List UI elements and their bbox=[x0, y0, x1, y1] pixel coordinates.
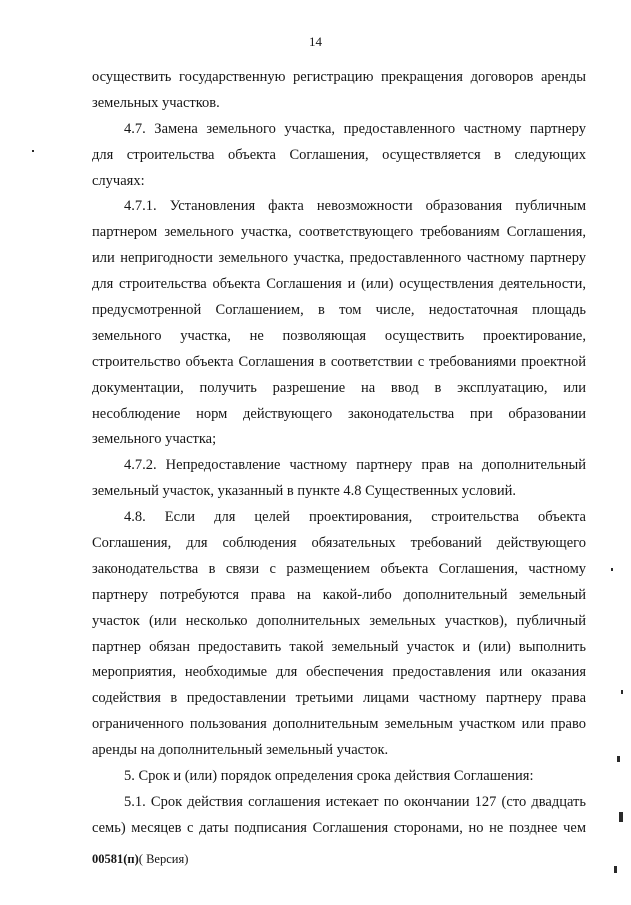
text-line: законодательства в связи с размещением объекта Соглашения, частному bbox=[92, 560, 586, 577]
text-line: предусмотренной Соглашением, в том числе, недостаточная площадь bbox=[92, 302, 586, 319]
text-line: партнеру потребуются права на какой-либо дополнительный земельный bbox=[92, 586, 586, 603]
text-line: случаях: bbox=[92, 172, 145, 189]
text-line: 4.7.1. Установления факта невозможности образования публичным bbox=[124, 198, 586, 215]
scan-speck bbox=[621, 690, 623, 694]
text-line: семь) месяцев с даты подписания Соглашения сторонами, но не позднее чем bbox=[92, 819, 586, 836]
scan-speck bbox=[614, 866, 617, 873]
text-line: земельный участок, указанный в пункте 4.8 Существенных условий. bbox=[92, 483, 516, 500]
text-line: ограниченного пользования дополнительным земельным участком или право bbox=[92, 716, 586, 733]
scan-speck bbox=[617, 756, 620, 762]
text-line: несоблюдение норм действующего законодательства при образовании bbox=[92, 405, 586, 422]
page-number: 14 bbox=[309, 34, 322, 49]
footer-version-label: ( Версия) bbox=[138, 852, 189, 866]
text-line: для строительства объекта Соглашения и (или) осуществления деятельности, bbox=[92, 276, 586, 293]
scan-speck bbox=[611, 568, 613, 571]
text-line: 5. Срок и (или) порядок определения срока действия Соглашения: bbox=[124, 768, 534, 785]
text-line: 4.8. Если для целей проектирования, строительства объекта bbox=[124, 509, 586, 526]
text-line: земельных участков. bbox=[92, 94, 220, 111]
text-line: участок (или несколько дополнительных земельных участков), публичный bbox=[92, 612, 586, 629]
scan-speck bbox=[619, 812, 623, 822]
text-line: осуществить государственную регистрацию прекращения договоров аренды bbox=[92, 69, 586, 85]
scan-speck bbox=[32, 150, 34, 152]
text-line: партнером земельного участка, соответствующего требованиям Соглашения, bbox=[92, 224, 586, 241]
text-line: земельного участка; bbox=[92, 431, 217, 448]
text-line: или непригодности земельного участка, предоставленного частному партнеру bbox=[92, 250, 586, 267]
body-text bbox=[92, 65, 586, 842]
text-line: 4.7. Замена земельного участка, предоставленного частному партнеру bbox=[124, 120, 586, 137]
text-line: аренды на дополнительный земельный участок. bbox=[92, 742, 389, 759]
footer-document-code: 00581(п) bbox=[92, 852, 139, 866]
text-line: 4.7.2. Непредоставление частному партнеру прав на дополнительный bbox=[124, 457, 586, 474]
text-line: 5.1. Срок действия соглашения истекает по окончании 127 (сто двадцать bbox=[124, 793, 586, 810]
text-line: земельного участка, не позволяющая осуществить проектирование, bbox=[92, 327, 586, 344]
text-line: Соглашения, для соблюдения обязательных требований действующего bbox=[92, 535, 586, 552]
text-line: для строительства объекта Соглашения, осуществляется в следующих bbox=[92, 146, 586, 163]
footer-version-note bbox=[92, 852, 188, 867]
text-line: партнер обязан предоставить такой земельный участок и (или) выполнить bbox=[92, 638, 586, 655]
text-line: документации, получить разрешение на ввод в эксплуатацию, или bbox=[92, 379, 586, 396]
text-line: мероприятия, необходимые для обеспечения предоставления или оказания bbox=[92, 664, 586, 681]
text-line: строительство объекта Соглашения в соответствии с требованиями проектной bbox=[92, 353, 586, 370]
text-line: содействия в предоставлении третьими лицами частному партнеру права bbox=[92, 690, 586, 707]
